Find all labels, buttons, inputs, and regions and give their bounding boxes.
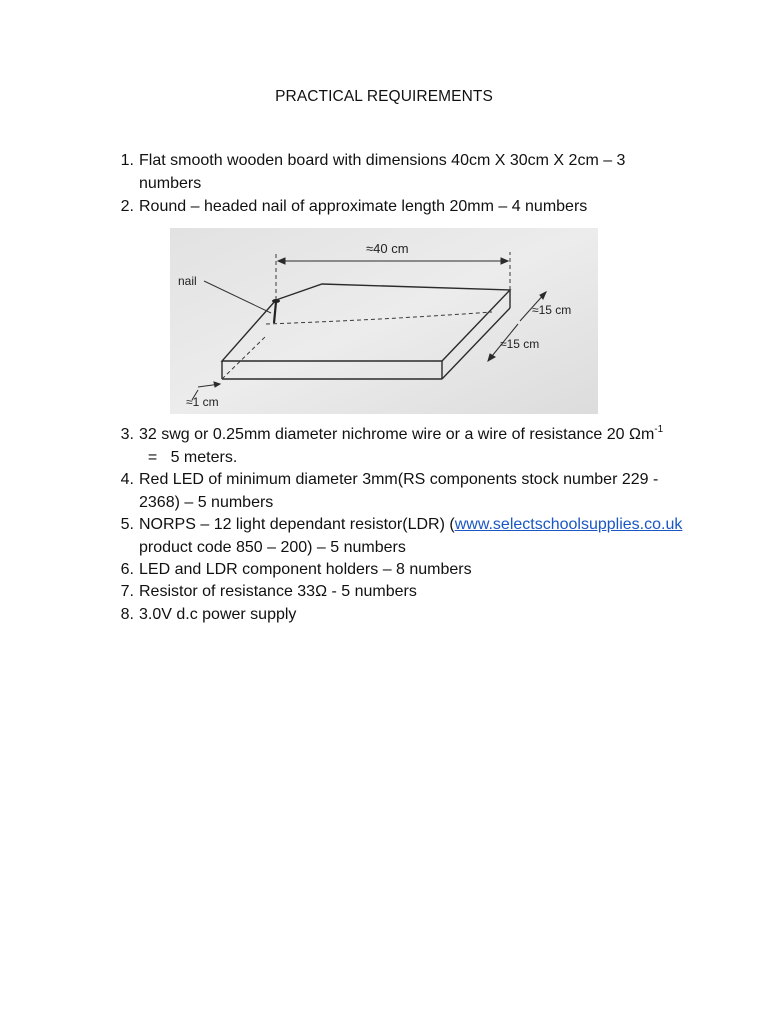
list-item (112, 581, 692, 604)
width-label-lower: ≈15 cm (500, 337, 540, 351)
list-item-number: 7. (120, 583, 134, 600)
list-item-text: Flat smooth wooden board with dimensions 40cm X 30cm X 2cm – 3 numbers (139, 152, 626, 192)
list-item-number: 2. (120, 198, 134, 215)
list-item-text: Resistor of resistance 33Ω - 5 numbers (139, 583, 417, 600)
list-item-text-part: NORPS – 12 light dependant resistor(LDR) ( (139, 516, 455, 533)
list-item-text (139, 424, 692, 469)
list-item (112, 514, 692, 559)
list-item-text (139, 514, 692, 559)
list-item-text: LED and LDR component holders – 8 numbers (139, 561, 472, 578)
list-item-text: Round – headed nail of approximate length 20mm – 4 numbers (139, 198, 588, 215)
list-item-text-part: = 5 meters. (139, 448, 238, 466)
supplier-link[interactable]: www.selectschoolsupplies.co.uk (454, 516, 683, 533)
list-item-text: Red LED of minimum diameter 3mm(RS components stock number 229 - 2368) – 5 numbers (139, 471, 659, 511)
superscript: -1 (654, 423, 664, 435)
list-item-number: 5. (120, 516, 134, 533)
width-label-upper: ≈15 cm (532, 303, 572, 317)
list-item-number: 4. (120, 471, 134, 488)
list-item (112, 424, 692, 469)
nail-label: nail (178, 274, 197, 288)
length-label: ≈40 cm (366, 241, 409, 256)
list-item-number: 8. (120, 606, 134, 623)
list-item-number: 1. (120, 152, 134, 169)
list-item-text-part: product code 850 – 200) – 5 numbers (139, 538, 406, 556)
list-item (112, 150, 692, 195)
list-item (112, 469, 692, 514)
list-item (112, 559, 692, 582)
list-item-text-part: 32 swg or 0.25mm diameter nichrome wire or a wire of resistance 20 Ωm (139, 426, 655, 443)
list-item-number: 3. (120, 426, 134, 443)
list-item (112, 196, 692, 219)
list-item-number: 6. (120, 561, 134, 578)
board-diagram-figure (170, 228, 598, 414)
list-item (112, 604, 692, 627)
page-title: PRACTICAL REQUIREMENTS (275, 88, 493, 105)
list-item-text: 3.0V d.c power supply (139, 606, 297, 623)
thickness-label: ≈1 cm (186, 395, 219, 409)
